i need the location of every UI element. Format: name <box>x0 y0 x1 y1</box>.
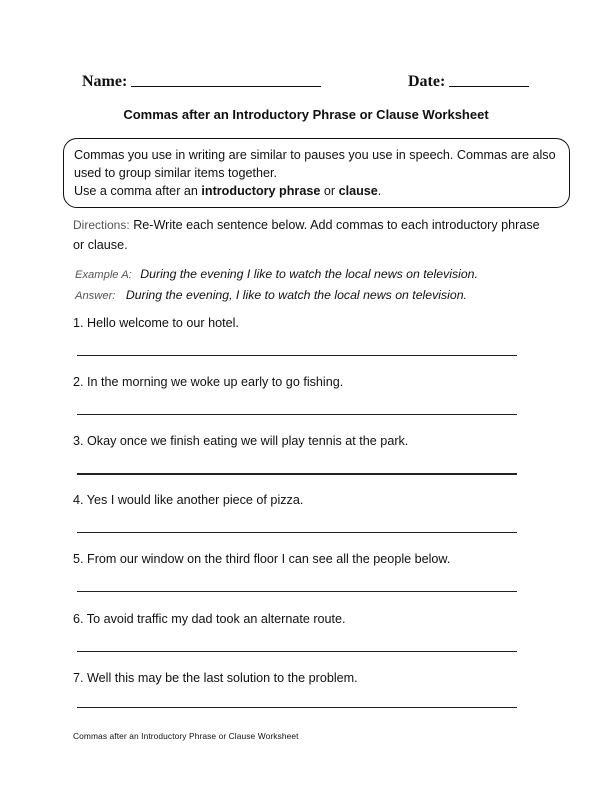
directions <box>73 215 543 255</box>
question-1: 1. Hello welcome to our hotel. <box>73 316 239 330</box>
answer-line-2[interactable] <box>77 414 517 415</box>
answer-line-1[interactable] <box>77 355 517 356</box>
date-label: Date: <box>408 73 446 90</box>
answer-line-4[interactable] <box>77 532 517 533</box>
date-blank-line[interactable] <box>449 72 529 87</box>
question-3: 3. Okay once we finish eating we will play tennis at the park. <box>73 434 409 448</box>
answer-line-5[interactable] <box>77 591 517 592</box>
question-6: 6. To avoid traffic my dad took an alternate route. <box>73 612 346 626</box>
worksheet-title: Commas after an Introductory Phrase or Clause Worksheet <box>123 107 489 122</box>
date-field <box>408 72 529 91</box>
name-blank-line[interactable] <box>131 72 321 87</box>
example-text: During the evening I like to watch the local news on television. <box>140 267 478 281</box>
question-2: 2. In the morning we woke up early to go fishing. <box>73 375 344 389</box>
info-box-line-3: Use a comma after an introductory phrase or clause. <box>74 184 382 198</box>
term-introductory-phrase: introductory phrase <box>201 184 321 198</box>
question-4: 4. Yes I would like another piece of pizza. <box>73 493 304 507</box>
directions-text: Re-Write each sentence below. Add commas to each introductory phrase or clause. <box>73 218 540 252</box>
answer-line-7[interactable] <box>77 707 517 708</box>
question-5: 5. From our window on the third floor I can see all the people below. <box>73 552 451 566</box>
answer-text: During the evening, I like to watch the local news on television. <box>125 288 467 302</box>
answer-line-3[interactable] <box>77 473 517 475</box>
example-label: Example A: <box>75 269 132 281</box>
answer-line-6[interactable] <box>77 651 517 652</box>
name-field <box>82 72 321 91</box>
example <box>75 265 478 283</box>
info-box <box>63 138 570 208</box>
name-label: Name: <box>82 73 128 90</box>
answer <box>75 286 467 304</box>
page-footer: Commas after an Introductory Phrase or Clause Worksheet <box>73 731 299 741</box>
question-7: 7. Well this may be the last solution to the problem. <box>73 671 358 685</box>
answer-label: Answer: <box>75 290 116 302</box>
term-clause: clause <box>338 184 378 198</box>
info-box-line-1: Commas you use in writing are similar to pauses you use in speech. Commas are also used to group similar items together. <box>74 148 556 180</box>
directions-label: Directions: <box>73 218 130 232</box>
